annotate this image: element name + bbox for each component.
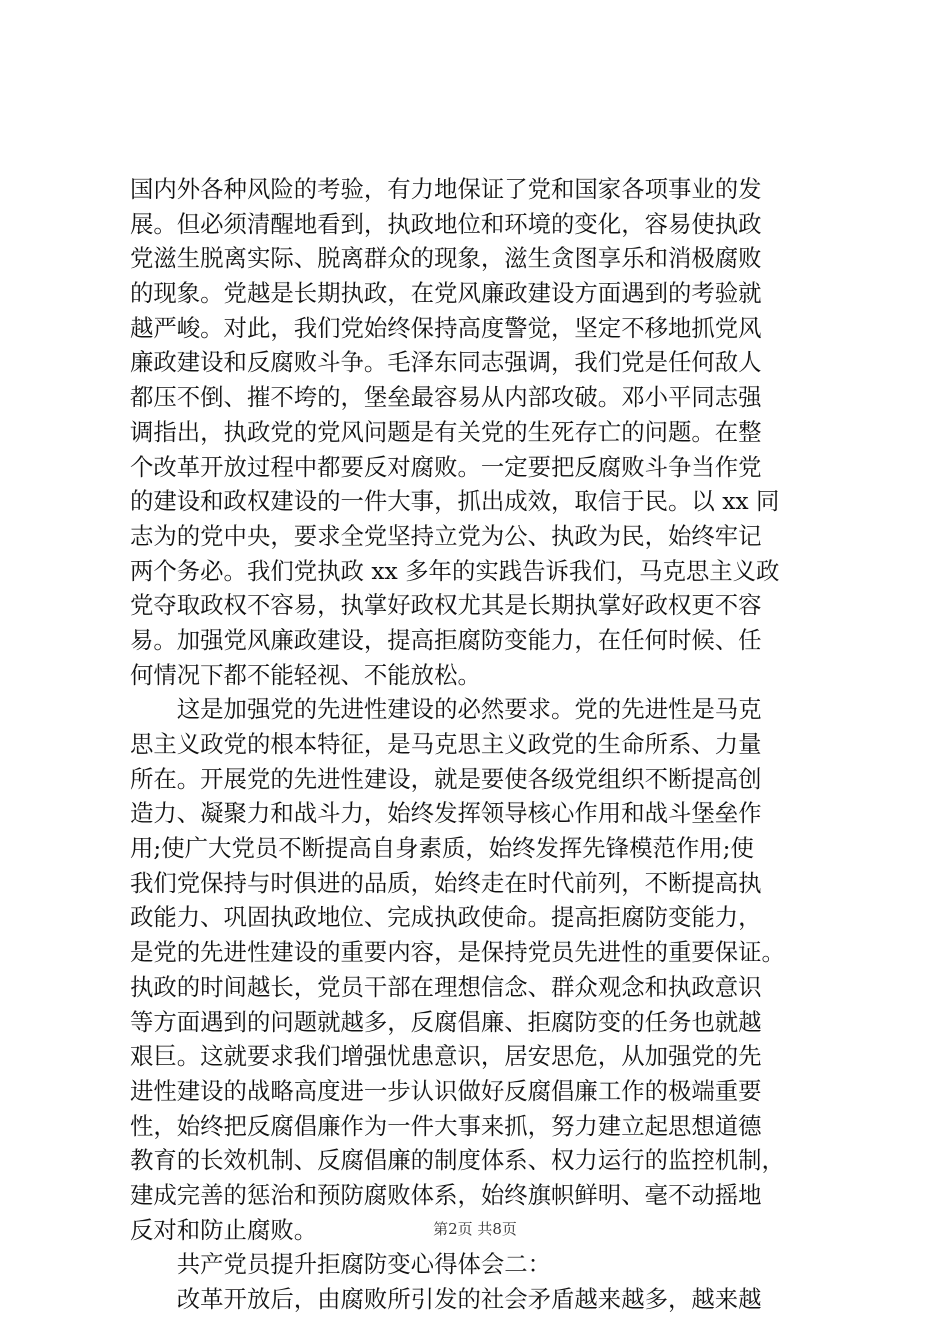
text-line: 用;使广大党员不断提高自身素质，始终发挥先锋模范作用;使: [130, 834, 754, 863]
text-line: 是党的先进性建设的重要内容，是保持党员先进性的重要保证。: [130, 938, 785, 967]
text-line: 改革开放后，由腐败所引发的社会矛盾越来越多，越来越: [130, 1285, 762, 1313]
text-line: 国内外各种风险的考验，有力地保证了党和国家各项事业的发: [130, 175, 762, 203]
text-line: 艰巨。这就要求我们增强忧患意识，居安思危，从加强党的先: [130, 1042, 762, 1071]
text-line: 志为的党中央，要求全党坚持立党为公、执政为民，始终牢记: [130, 521, 762, 550]
text-line: 进性建设的战略高度进一步认识做好反腐倡廉工作的极端重要: [130, 1076, 762, 1105]
text-line: 党滋生脱离实际、脱离群众的现象，滋生贪图享乐和消极腐败: [130, 244, 762, 273]
text-line: 党夺取政权不容易，执掌好政权尤其是长期执掌好政权更不容: [130, 591, 762, 620]
text-line: 反对和防止腐败。: [130, 1215, 318, 1244]
text-line: 廉政建设和反腐败斗争。毛泽东同志强调，我们党是任何敌人: [130, 348, 762, 377]
text-line: 这是加强党的先进性建设的必然要求。党的先进性是马克: [130, 695, 762, 724]
text-line: 展。但必须清醒地看到，执政地位和环境的变化，容易使执政: [130, 209, 762, 238]
text-line: 我们党保持与时俱进的品质，始终走在时代前列，不断提高执: [130, 868, 762, 897]
text-line: 所在。开展党的先进性建设，就是要使各级党组织不断提高创: [130, 764, 762, 793]
text-line: 思主义政党的根本特征，是马克思主义政党的生命所系、力量: [130, 730, 762, 758]
text-line: 都压不倒、摧不垮的，堡垒最容易从内部攻破。邓小平同志强: [130, 383, 762, 412]
text-line: 教育的长效机制、反腐倡廉的制度体系、权力运行的监控机制，: [130, 1146, 785, 1175]
text-line: 何情况下都不能轻视、不能放松。: [130, 660, 481, 689]
text-line: 个改革开放过程中都要反对腐败。一定要把反腐败斗争当作党: [130, 452, 762, 481]
text-line: 建成完善的惩治和预防腐败体系，始终旗帜鲜明、毫不动摇地: [130, 1180, 762, 1209]
text-line: 两个务必。我们党执政 xx 多年的实践告诉我们，马克思主义政: [130, 556, 780, 585]
text-line: 性，始终把反腐倡廉作为一件大事来抓，努力建立起思想道德: [130, 1111, 762, 1140]
text-line: 共产党员提升拒腐防变心得体会二：: [130, 1250, 552, 1279]
text-line: 的建设和政权建设的一件大事，抓出成效，取信于民。以 xx 同: [130, 487, 780, 516]
page-footer: 第2页 共8页: [433, 1220, 517, 1238]
body-text: [130, 172, 834, 1317]
text-line: 执政的时间越长，党员干部在理想信念、群众观念和执政意识: [130, 972, 762, 1001]
text-line: 等方面遇到的问题就越多，反腐倡廉、拒腐防变的任务也就越: [130, 1007, 762, 1036]
text-line: 调指出，执政党的党风问题是有关党的生死存亡的问题。在整: [130, 417, 762, 446]
text-line: 易。加强党风廉政建设，提高拒腐防变能力，在任何时候、任: [130, 625, 762, 654]
text-line: 越严峻。对此，我们党始终保持高度警觉，坚定不移地抓党风: [130, 313, 762, 342]
text-line: 的现象。党越是长期执政，在党风廉政建设方面遇到的考验就: [130, 279, 762, 308]
text-line: 政能力、巩固执政地位、完成执政使命。提高拒腐防变能力，: [130, 903, 762, 932]
text-line: 造力、凝聚力和战斗力，始终发挥领导核心作用和战斗堡垒作: [130, 799, 762, 828]
